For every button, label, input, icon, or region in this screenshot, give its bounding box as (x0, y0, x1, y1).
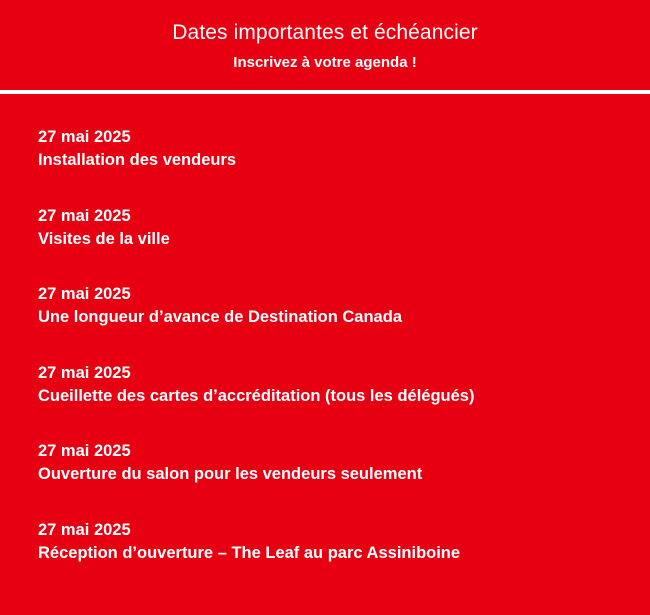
event-item (38, 362, 618, 441)
event-date: 27 mai 2025 (38, 285, 131, 304)
event-item (38, 283, 618, 362)
event-date: 27 mai 2025 (38, 520, 131, 539)
page-title: Dates importantes et échéancier (172, 21, 478, 44)
events-list (38, 126, 618, 598)
event-item (38, 440, 618, 519)
header-divider (0, 90, 650, 94)
event-title: Cueillette des cartes d’accréditation (tous les délégués) (38, 386, 475, 405)
event-item (38, 519, 618, 598)
event-date: 27 mai 2025 (38, 363, 131, 382)
event-date: 27 mai 2025 (38, 442, 131, 461)
event-title: Une longueur d’avance de Destination Canada (38, 308, 402, 327)
event-item (38, 205, 618, 284)
event-title: Installation des vendeurs (38, 151, 237, 169)
event-title: Visites de la ville (38, 229, 170, 248)
event-date: 27 mai 2025 (38, 128, 131, 146)
event-title: Réception d’ouverture – The Leaf au parc Assiniboine (38, 543, 461, 562)
event-date: 27 mai 2025 (38, 206, 131, 225)
event-item (38, 126, 618, 205)
event-title: Ouverture du salon pour les vendeurs seulement (38, 465, 423, 484)
page-subtitle: Inscrivez à votre agenda ! (233, 54, 417, 71)
page-header (0, 0, 650, 90)
